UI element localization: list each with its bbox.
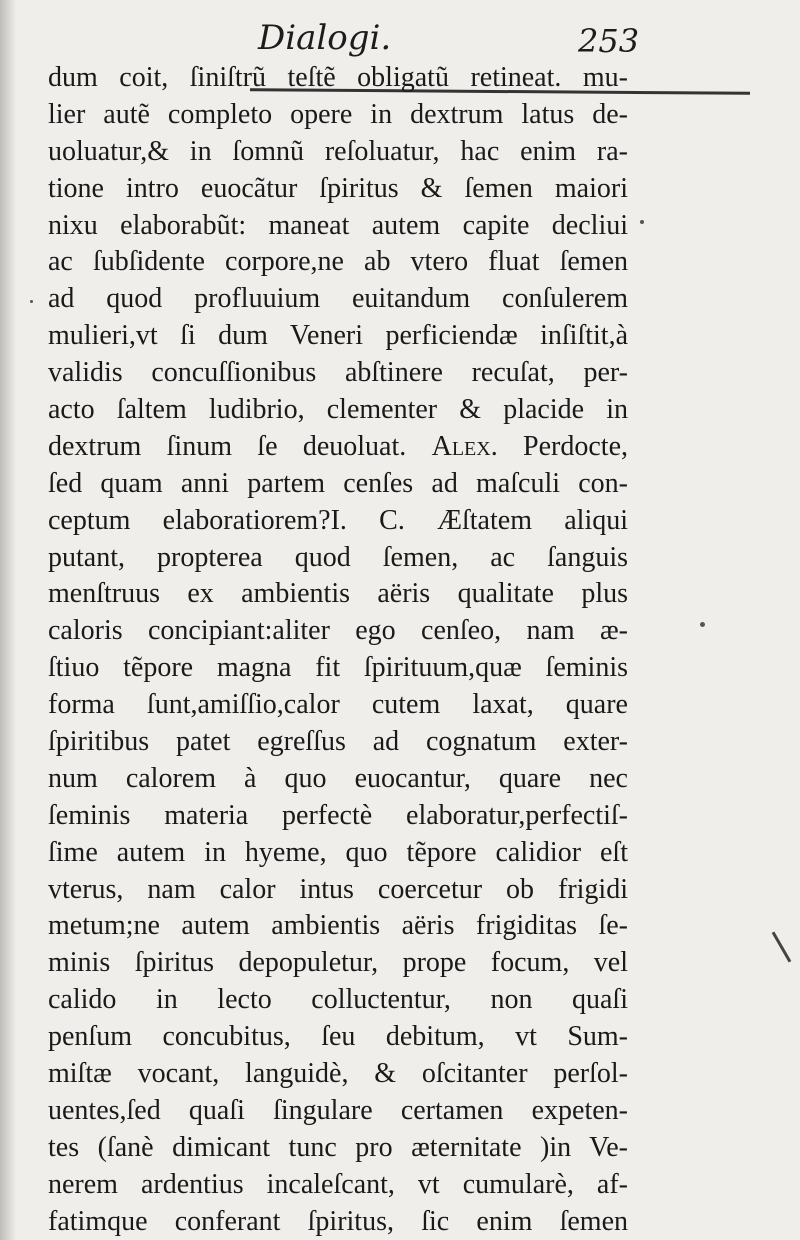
text-line: tione intro euocãtur ſpiritus & ſemen maiori — [48, 172, 628, 204]
body-text — [48, 60, 628, 1240]
text-line: ad quod profluuium euitandum conſulerem — [48, 283, 628, 315]
text-line: ceptum elaboratiorem?I. C. Æſtatem aliqui — [48, 504, 628, 536]
text-line: vterus, nam calor intus coercetur ob frigidi — [48, 873, 628, 905]
text-line: miſtæ vocant, languidè, & oſcitanter perſol- — [48, 1058, 628, 1090]
text-line: metum;ne autem ambientis aëris frigiditas ſe- — [48, 910, 628, 942]
text-line: tes (ſanè dimicant tunc pro æternitate )in Ve- — [48, 1131, 628, 1163]
text-line: acto ſaltem ludibrio, clementer & placide in — [48, 394, 628, 426]
text-line: ſpiritibus patet egreſſus ad cognatum exter- — [48, 726, 628, 758]
text-line: calido in lecto colluctentur, non quaſi — [48, 984, 628, 1016]
margin-mark — [772, 932, 792, 963]
text-line: ſed quam anni partem cenſes ad maſculi con- — [48, 467, 628, 499]
text-line: ſtiuo tẽpore magna fit ſpirituum,quæ ſeminis — [48, 652, 628, 684]
text-line: ſeminis materia perfectè elaboratur,perfectiſ- — [48, 799, 628, 831]
text-line: forma ſunt,amiſſio,calor cutem laxat, quare — [48, 689, 628, 721]
page-number: 253 — [578, 22, 640, 60]
text-line: num calorem à quo euocantur, quare nec — [48, 762, 628, 794]
text-line: dextrum ſinum ſe deuoluat. Alex. Perdocte, — [48, 430, 628, 462]
ink-speck — [30, 300, 33, 303]
page-edge-shadow — [0, 0, 16, 1240]
running-title: Dialogi. — [258, 18, 392, 58]
text-line: putant, propterea quod ſemen, ac ſanguis — [48, 541, 628, 573]
text-line: penſum concubitus, ſeu debitum, vt Sum- — [48, 1021, 628, 1053]
ink-speck — [700, 622, 705, 627]
text-line: mulieri,vt ſi dum Veneri perficiendæ inſiſtit,à — [48, 320, 628, 352]
text-line: ſime autem in hyeme, quo tẽpore calidior eſt — [48, 836, 628, 868]
text-line: ac ſubſidente corpore,ne ab vtero fluat ſemen — [48, 246, 628, 278]
text-line: lier autẽ completo opere in dextrum latus de- — [48, 98, 628, 130]
ink-speck — [640, 220, 644, 224]
text-line: validis concuſſionibus abſtinere recuſat, per- — [48, 357, 628, 389]
text-line: nixu elaborabũt: maneat autem capite decliui — [48, 209, 628, 241]
text-line: caloris concipiant:aliter ego cenſeo, nam æ- — [48, 615, 628, 647]
text-line: fatimque conferant ſpiritus, ſic enim ſemen — [48, 1205, 628, 1237]
text-line: nerem ardentius incaleſcant, vt cumularè, af- — [48, 1168, 628, 1200]
text-line: minis ſpiritus depopuletur, prope focum, vel — [48, 947, 628, 979]
text-line: dum coit, ſiniſtrũ teſtẽ obligatũ retineat. mu- — [48, 62, 628, 93]
text-line: menſtruus ex ambientis aëris qualitate plus — [48, 578, 628, 610]
text-line: uentes,ſed quaſi ſingulare certamen expeten- — [48, 1094, 628, 1126]
page-header — [0, 14, 800, 64]
speaker-name: Alex. — [431, 430, 498, 462]
text-line: uoluatur,& in ſomnũ reſoluatur, hac enim ra- — [48, 135, 628, 167]
